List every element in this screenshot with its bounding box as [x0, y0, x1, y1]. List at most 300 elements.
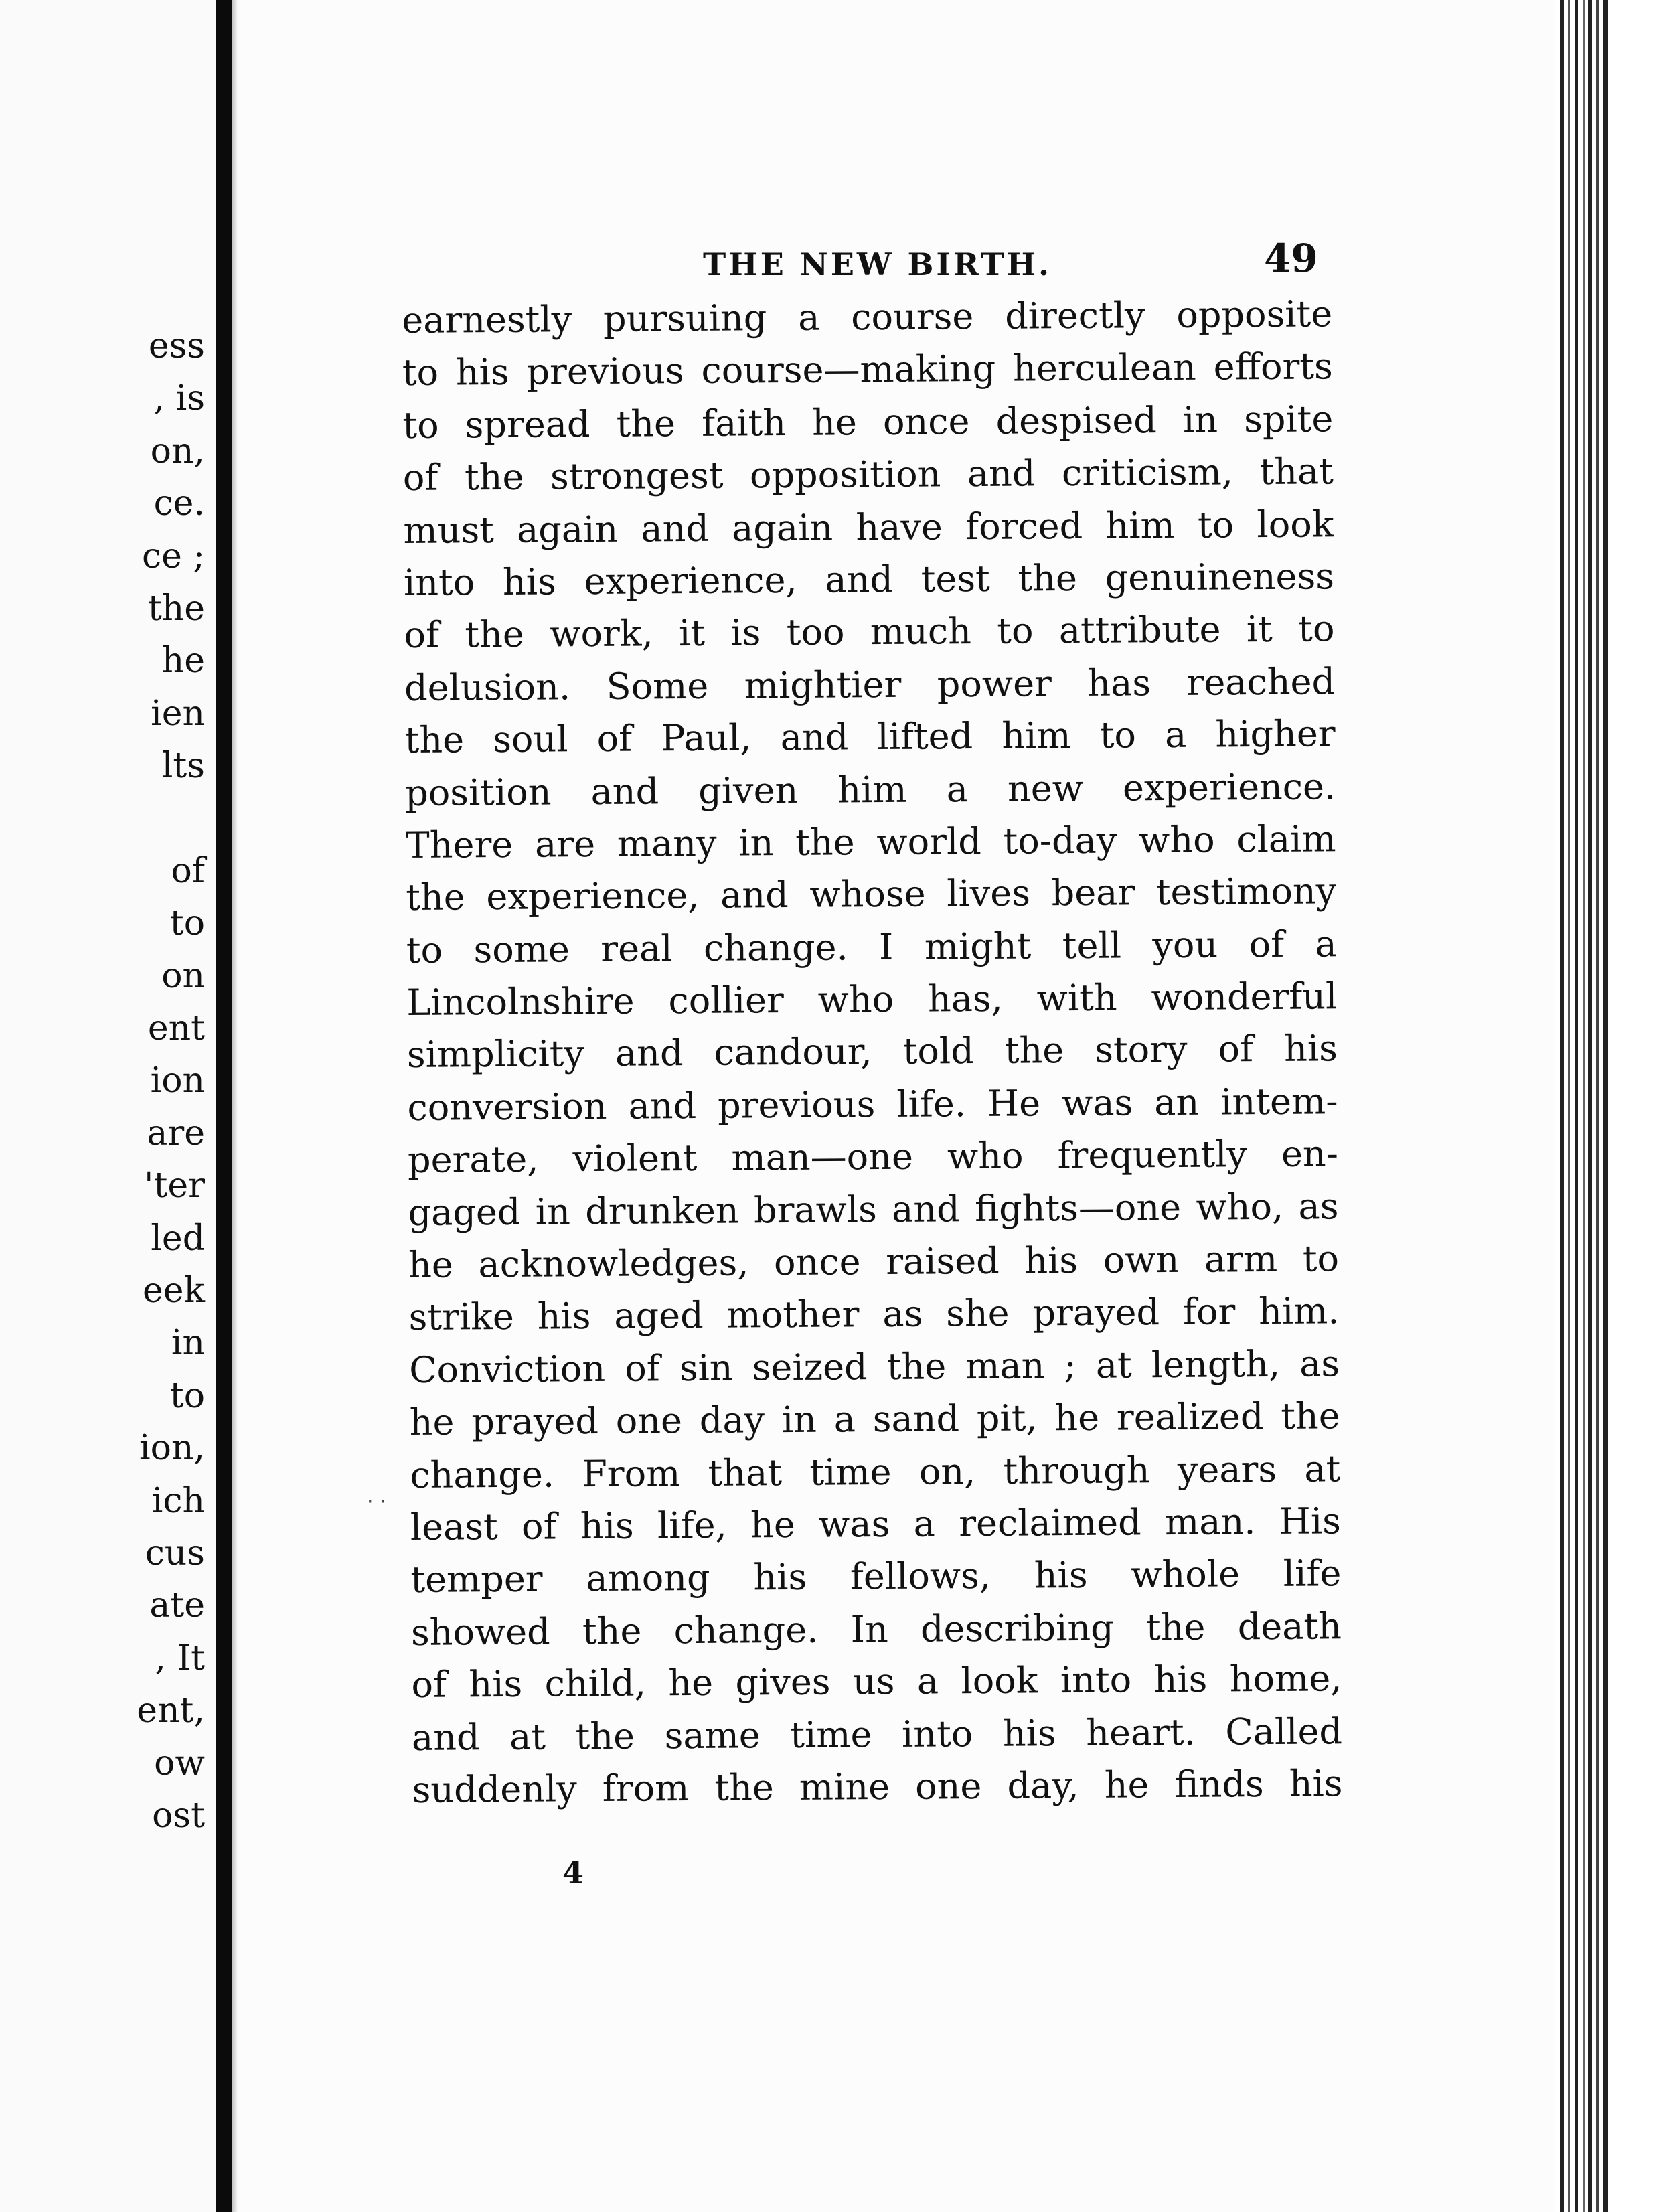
word: he — [668, 1661, 714, 1705]
word: the — [1145, 1605, 1206, 1649]
word: the — [575, 1715, 635, 1757]
book-page — [402, 228, 1343, 1816]
word: length, — [1151, 1342, 1281, 1387]
text-line — [409, 1338, 1340, 1397]
word: among — [586, 1557, 710, 1600]
word: the — [464, 455, 524, 499]
word: work, — [550, 612, 653, 655]
word: who — [817, 977, 894, 1021]
facing-page-fragment — [0, 0, 216, 2212]
word: in — [781, 1398, 817, 1441]
word: home, — [1229, 1657, 1342, 1701]
word: whole — [1131, 1553, 1241, 1596]
word: that — [708, 1451, 783, 1494]
word: story — [1095, 1028, 1188, 1072]
running-head — [402, 228, 1339, 295]
word: us — [852, 1660, 895, 1703]
body-text — [402, 288, 1350, 1816]
word: the — [616, 402, 676, 445]
word: he — [1104, 1763, 1149, 1806]
word: for — [1182, 1290, 1236, 1334]
word: of — [1249, 923, 1285, 965]
word: opposition — [749, 453, 941, 497]
word: him — [837, 768, 907, 811]
word: a — [1164, 713, 1187, 757]
word: he — [409, 1401, 455, 1444]
word: forced — [965, 504, 1083, 548]
word: attribute — [1058, 608, 1221, 652]
word: of — [521, 1505, 557, 1548]
word: a — [797, 296, 820, 339]
facing-page-fragment-line: ess — [148, 326, 205, 366]
word: acknowledges, — [478, 1241, 749, 1286]
text-line — [406, 918, 1338, 977]
word: and — [628, 1084, 697, 1127]
facing-page-fragment-line: on, — [150, 430, 205, 471]
word: to — [402, 351, 439, 394]
facing-page-fragment-line: led — [151, 1218, 205, 1259]
word: his — [469, 1662, 523, 1706]
facing-page-fragment-line: , It — [155, 1638, 205, 1678]
word: From — [582, 1451, 681, 1495]
word: of — [402, 456, 438, 499]
word: previous — [717, 1083, 876, 1127]
text-line — [408, 1128, 1339, 1187]
word: experience. — [1122, 765, 1336, 809]
facing-page-fragment-line: ost — [152, 1795, 205, 1836]
word: of — [624, 1347, 660, 1390]
facing-page-fragment-line: ent — [147, 1008, 205, 1049]
word: his — [753, 1556, 807, 1599]
word: might — [924, 925, 1032, 968]
word: mother — [726, 1293, 860, 1337]
text-line — [410, 1443, 1341, 1502]
word: once — [882, 400, 970, 443]
facing-page-fragment-line: ion, — [139, 1428, 205, 1469]
facing-page-fragment-line: ent, — [137, 1690, 205, 1731]
word: delusion. — [404, 665, 571, 709]
word: he — [811, 401, 858, 444]
word: His — [1279, 1500, 1342, 1543]
word: heart. — [1085, 1711, 1196, 1754]
word: day — [699, 1399, 765, 1442]
page-edge-line — [1568, 0, 1570, 2212]
word: mine — [799, 1765, 890, 1808]
word: There — [405, 823, 513, 866]
word: his — [580, 1504, 634, 1548]
word: soul — [493, 718, 568, 761]
word: genuineness — [1105, 555, 1335, 599]
word: a — [833, 1398, 856, 1441]
word: change. — [673, 1608, 819, 1652]
word: and — [590, 769, 659, 813]
word: one — [615, 1399, 683, 1443]
word: finds — [1174, 1763, 1264, 1806]
word: who — [947, 1134, 1024, 1178]
word: the — [404, 718, 465, 762]
gutter-shadow — [232, 0, 238, 2212]
text-line — [409, 1390, 1340, 1449]
facing-page-fragment-line: the — [147, 588, 205, 629]
word: once — [773, 1241, 861, 1284]
word: is — [730, 611, 761, 654]
word: candour, — [714, 1030, 872, 1075]
word: experience, — [584, 558, 797, 603]
page-edge-line — [1560, 0, 1564, 2212]
word: conversion — [407, 1085, 607, 1129]
word: a — [946, 767, 969, 810]
facing-page-fragment-line: to — [169, 1375, 205, 1416]
word: Some — [606, 664, 709, 708]
text-line — [410, 1495, 1342, 1554]
word: and — [891, 1187, 960, 1231]
word: sin — [679, 1346, 733, 1389]
word: gaged — [408, 1190, 521, 1234]
word: into — [403, 561, 475, 604]
word: to — [406, 929, 443, 971]
word: told — [902, 1030, 974, 1073]
word: course—making — [701, 347, 996, 392]
word: spite — [1243, 398, 1334, 441]
text-line — [412, 1705, 1343, 1764]
word: and — [780, 716, 849, 759]
word: again — [516, 507, 619, 551]
word: a — [913, 1502, 936, 1545]
word: arm — [1204, 1237, 1278, 1281]
word: Lincolnshire — [406, 979, 635, 1024]
word: aged — [614, 1294, 704, 1338]
word: bear — [1051, 871, 1135, 915]
word: whose — [809, 872, 926, 917]
word: prayed — [1032, 1291, 1160, 1334]
word: as — [882, 1293, 923, 1336]
word: en- — [1281, 1132, 1339, 1176]
word: death — [1237, 1605, 1342, 1648]
word: own — [1103, 1238, 1180, 1281]
facing-page-fragment-line: lts — [161, 746, 205, 787]
word: many — [617, 821, 717, 865]
facing-page-fragment-line: eek — [142, 1271, 205, 1312]
word: and — [641, 507, 710, 550]
page-edge-line — [1575, 0, 1578, 2212]
facing-page-fragment-line: 'ter — [144, 1166, 205, 1206]
word: his — [455, 351, 509, 394]
word: was — [1061, 1081, 1133, 1125]
text-line — [408, 1233, 1340, 1291]
word: look — [961, 1659, 1038, 1703]
word: the — [1280, 1395, 1340, 1438]
word: who — [1138, 818, 1215, 862]
word: his — [1024, 1239, 1078, 1282]
word: tell — [1062, 924, 1122, 967]
word: faith — [701, 401, 787, 445]
word: drunken — [585, 1189, 739, 1233]
word: to — [997, 609, 1034, 653]
word: him. — [1258, 1289, 1340, 1333]
word: violent — [572, 1137, 698, 1180]
word: life, — [657, 1504, 727, 1547]
word: the — [465, 613, 525, 656]
word: of — [411, 1663, 447, 1707]
word: must — [403, 508, 495, 552]
word: of — [1218, 1028, 1254, 1071]
page-edge-line — [1583, 0, 1585, 2212]
facing-page-fragment-line: ich — [151, 1480, 205, 1521]
word: to — [1197, 503, 1234, 546]
text-line — [402, 393, 1334, 452]
word: test — [921, 557, 990, 601]
facing-page-fragment-line: on — [161, 955, 205, 996]
word: child, — [544, 1662, 647, 1705]
facing-page-fragment-line: ce ; — [142, 536, 205, 576]
word: claim — [1236, 817, 1336, 861]
word: to — [402, 404, 439, 447]
word: him — [1002, 714, 1071, 757]
page-edge-stack — [1554, 0, 1679, 2212]
word: on, — [918, 1449, 976, 1493]
word: opposite — [1176, 293, 1333, 336]
word: again — [731, 506, 833, 550]
word: through — [1003, 1448, 1150, 1492]
word: who, — [1196, 1185, 1284, 1229]
word: given — [698, 769, 799, 812]
word: his — [1034, 1554, 1088, 1597]
word: In — [850, 1607, 888, 1651]
word: course — [851, 295, 974, 339]
word: suddenly — [412, 1767, 577, 1811]
word: fellows, — [850, 1555, 991, 1598]
word: his — [1153, 1658, 1208, 1701]
word: has — [1087, 661, 1151, 704]
word: in — [535, 1190, 571, 1233]
facing-page-fragment-line: ow — [154, 1743, 205, 1784]
word: reclaimed — [958, 1501, 1141, 1545]
word: He — [987, 1082, 1041, 1125]
text-line — [408, 1285, 1340, 1344]
word: in — [738, 821, 774, 864]
word: gives — [735, 1660, 831, 1704]
word: and — [720, 874, 789, 917]
word: you — [1152, 923, 1218, 966]
facing-page-text — [0, 320, 205, 1842]
text-line — [404, 655, 1336, 714]
word: Paul, — [661, 716, 752, 760]
word: have — [856, 505, 943, 548]
word: he — [408, 1243, 454, 1286]
word: years — [1177, 1447, 1277, 1491]
word: life — [1283, 1552, 1342, 1595]
word: intem- — [1220, 1080, 1338, 1123]
word: she — [945, 1292, 1010, 1335]
word: time — [809, 1450, 892, 1494]
word: man. — [1164, 1500, 1256, 1544]
word: simplicity — [406, 1032, 585, 1077]
word: lives — [947, 872, 1031, 915]
word: one — [914, 1764, 982, 1808]
facing-page-fragment-line — [0, 793, 205, 845]
word: new — [1007, 767, 1084, 810]
word: describing — [920, 1606, 1114, 1650]
word: criticism, — [1061, 451, 1234, 495]
word: his — [502, 560, 557, 603]
word: an — [1154, 1081, 1200, 1124]
text-line — [411, 1600, 1342, 1659]
word: too — [786, 611, 845, 654]
page-edge-line — [1588, 0, 1592, 2212]
word: and — [967, 452, 1036, 495]
word: at — [1095, 1344, 1132, 1387]
word: showed — [410, 1610, 550, 1654]
page-edge-line — [1603, 0, 1608, 2212]
text-line — [412, 1757, 1343, 1816]
text-line — [410, 1548, 1342, 1607]
word: raised — [885, 1239, 1000, 1283]
facing-page-fragment-line: ien — [151, 693, 205, 734]
text-line — [405, 761, 1336, 819]
text-line — [403, 498, 1334, 557]
word: he — [750, 1503, 796, 1547]
book-gutter — [216, 0, 232, 2212]
text-line — [404, 603, 1335, 662]
word: at — [509, 1715, 546, 1758]
word: his — [1289, 1762, 1343, 1805]
text-line — [408, 1180, 1339, 1239]
word: as — [1298, 1184, 1339, 1228]
word: lifted — [877, 715, 973, 759]
word: the — [406, 876, 465, 919]
facing-page-fragment-line: in — [171, 1323, 205, 1364]
word: sand — [872, 1397, 960, 1441]
word: change. — [410, 1453, 555, 1496]
word: pit, — [976, 1397, 1038, 1440]
word: Called — [1225, 1709, 1343, 1753]
word: Conviction — [408, 1347, 606, 1391]
print-speck: · · — [367, 1490, 386, 1514]
word: to — [1302, 1237, 1340, 1280]
word: it — [1246, 608, 1273, 651]
word: brawls — [753, 1188, 878, 1232]
word: temper — [410, 1557, 543, 1601]
facing-page-fragment-line: ion — [150, 1060, 205, 1101]
word: the — [795, 821, 855, 864]
word: day, — [1007, 1763, 1079, 1807]
word: realized — [1116, 1395, 1264, 1439]
word: despised — [995, 398, 1157, 443]
word: he — [1054, 1396, 1100, 1439]
word: to-day — [1003, 819, 1117, 862]
word: reached — [1186, 660, 1336, 704]
word: strongest — [550, 454, 724, 498]
word: the — [1004, 1029, 1064, 1073]
running-title: THE NEW BIRTH. — [703, 246, 1052, 283]
word: I — [878, 925, 894, 968]
word: a — [1315, 922, 1337, 965]
word: world — [876, 819, 982, 863]
word: a — [916, 1660, 939, 1703]
facing-page-fragment-line: ce. — [153, 483, 205, 524]
word: with — [1036, 976, 1117, 1020]
word: it — [678, 612, 706, 655]
page-number: 49 — [1264, 236, 1318, 281]
word: herculean — [1012, 346, 1197, 390]
facing-page-fragment-line: to — [169, 903, 205, 944]
word: fights—one — [974, 1186, 1182, 1230]
word: experience, — [486, 874, 700, 919]
word: seized — [752, 1345, 868, 1389]
word: of — [404, 613, 440, 657]
text-line — [402, 341, 1334, 400]
word: pursuing — [603, 297, 767, 340]
word: was — [818, 1502, 890, 1546]
word: perate, — [407, 1137, 539, 1182]
word: frequently — [1057, 1133, 1248, 1177]
word: the — [886, 1345, 947, 1388]
word: that — [1259, 450, 1334, 493]
word: power — [937, 661, 1052, 706]
word: look — [1257, 502, 1334, 546]
word: prayed — [471, 1400, 599, 1443]
text-line — [404, 708, 1336, 767]
text-line — [407, 1023, 1338, 1082]
word: some — [473, 927, 570, 971]
word: strike — [408, 1295, 515, 1339]
word: and — [411, 1715, 480, 1759]
facing-page-fragment-line: , is — [153, 378, 205, 419]
word: man — [965, 1344, 1045, 1387]
word: wonderful — [1151, 975, 1338, 1019]
word: in — [1182, 398, 1218, 441]
word: time — [790, 1713, 872, 1756]
printer-signature-mark: 4 — [562, 1854, 584, 1891]
word: previous — [526, 349, 684, 394]
word: much — [870, 610, 972, 653]
word: as — [1299, 1342, 1340, 1385]
text-line — [407, 1075, 1338, 1134]
text-line — [403, 445, 1334, 504]
word: the — [1018, 556, 1078, 600]
word: his — [1002, 1711, 1056, 1755]
word: earnestly — [402, 298, 572, 341]
word: spread — [465, 402, 590, 447]
word: change. — [703, 926, 848, 969]
word: collier — [668, 979, 785, 1022]
text-line — [402, 288, 1333, 347]
text-line — [411, 1652, 1342, 1711]
word: into — [1060, 1658, 1132, 1702]
word: has, — [927, 977, 1004, 1020]
word: life. — [896, 1083, 967, 1125]
text-line — [406, 866, 1337, 925]
word: at — [1304, 1447, 1341, 1490]
facing-page-fragment-line: he — [161, 641, 205, 682]
word: of — [596, 717, 633, 761]
word: him — [1105, 503, 1175, 547]
word: mightier — [744, 663, 902, 707]
word: man—one — [731, 1135, 914, 1179]
word: position — [404, 770, 552, 814]
word: are — [534, 822, 596, 866]
facing-page-fragment-line: are — [147, 1113, 205, 1154]
text-line — [406, 970, 1338, 1029]
text-line — [405, 813, 1336, 872]
word: testimony — [1155, 870, 1337, 914]
text-line — [404, 550, 1335, 609]
facing-page-fragment-line: of — [171, 850, 205, 891]
word: to — [1099, 714, 1137, 757]
word: directly — [1004, 294, 1145, 337]
word: real — [601, 927, 673, 970]
page-edge-line — [1596, 0, 1599, 2212]
